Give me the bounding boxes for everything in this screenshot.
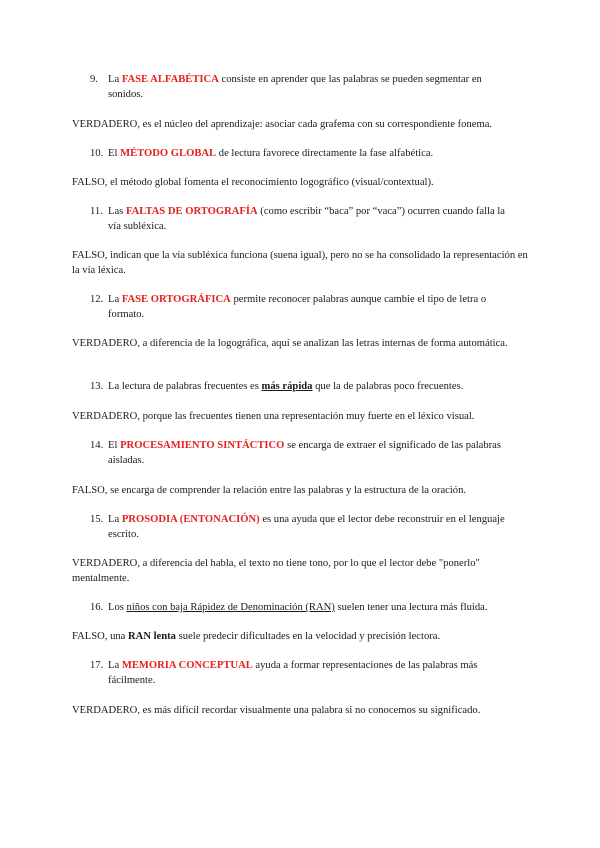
question-number: 16. bbox=[90, 602, 104, 613]
question-text: de lectura favorece directamente la fase alfabética. bbox=[216, 148, 434, 159]
question-text: La lectura de palabras frecuentes es bbox=[108, 381, 262, 392]
highlight-term: MEMORIA CONCEPTUAL bbox=[121, 660, 253, 671]
answer-17: VERDADERO, es más difícil recordar visualmente una palabra si no conocemos su significado. bbox=[72, 705, 481, 716]
question-number: 15. bbox=[90, 514, 104, 525]
question-number: 10. bbox=[90, 148, 104, 159]
question-12 bbox=[90, 292, 510, 322]
question-text: La bbox=[108, 514, 122, 525]
answer-text: suele predecir dificultades en la velocidad y precisión lectora. bbox=[175, 631, 441, 642]
question-text: La bbox=[108, 660, 122, 671]
question-number: 17. bbox=[90, 660, 104, 671]
answer-13: VERDADERO, porque las frecuentes tienen una representación muy fuerte en el léxico visual. bbox=[72, 411, 475, 422]
answer-16 bbox=[72, 629, 528, 644]
question-number: 12. bbox=[90, 294, 104, 305]
question-number: 14. bbox=[90, 440, 104, 451]
question-text: que la de palabras poco frecuentes. bbox=[312, 381, 464, 392]
question-16 bbox=[90, 600, 510, 615]
question-17 bbox=[90, 658, 510, 688]
question-number: 9. bbox=[90, 74, 98, 85]
question-10 bbox=[90, 146, 510, 161]
question-text: es una ayuda que el lector debe reconstruir en el lenguaje escrito. bbox=[108, 514, 505, 540]
question-9 bbox=[90, 72, 510, 102]
highlight-term: FALTAS DE ORTOGRAFÍA bbox=[125, 206, 258, 217]
answer-10: FALSO, el método global fomenta el reconocimiento logográfico (visual/contextual). bbox=[72, 177, 434, 188]
question-text: Las bbox=[108, 206, 126, 217]
answer-9: VERDADERO, es el núcleo del aprendizaje: asociar cada grafema con su correspondiente fonema. bbox=[72, 119, 493, 130]
emphasis-term: más rápida bbox=[261, 381, 313, 392]
question-14 bbox=[90, 438, 510, 468]
question-text: El bbox=[108, 148, 121, 159]
highlight-term: FASE ALFABÉTICA bbox=[121, 74, 219, 85]
answer-15: VERDADERO, a diferencia del habla, el texto no tiene tono, por lo que el lector debe "ponerlo" mentalmente. bbox=[72, 558, 480, 584]
question-text: El bbox=[108, 440, 121, 451]
question-text: se encarga de extraer el significado de las palabras aisladas. bbox=[108, 440, 501, 466]
highlight-term: FASE ORTOGRÁFICA bbox=[121, 294, 231, 305]
question-text: La bbox=[108, 74, 122, 85]
highlight-term: MÉTODO GLOBAL bbox=[120, 148, 217, 159]
question-11 bbox=[90, 204, 510, 234]
question-text: La bbox=[108, 294, 122, 305]
question-number: 13. bbox=[90, 381, 104, 392]
question-text: permite reconocer palabras aunque cambie el tipo de letra o formato. bbox=[108, 294, 487, 320]
question-text: suelen tener una lectura más fluida. bbox=[334, 602, 488, 613]
highlight-term: PROSODIA (ENTONACIÓN) bbox=[121, 514, 260, 525]
question-15 bbox=[90, 512, 510, 542]
underlined-term: niños con baja Rápidez de Denominación (RAN) bbox=[126, 602, 335, 613]
answer-14: FALSO, se encarga de comprender la relación entre las palabras y la estructura de la oración. bbox=[72, 485, 467, 496]
highlight-term: PROCESAMIENTO SINTÁCTICO bbox=[120, 440, 285, 451]
question-text: (como escribir “baca” por “vaca”) ocurren cuando falla la vía subléxica. bbox=[108, 206, 505, 232]
question-13 bbox=[90, 379, 510, 394]
question-text: Los bbox=[108, 602, 127, 613]
answer-12: VERDADERO, a diferencia de la logográfica, aquí se analizan las letras internas de forma automática. bbox=[72, 338, 508, 349]
answer-text: FALSO, una bbox=[72, 631, 129, 642]
question-text: ayuda a formar representaciones de las palabras más fácilmente. bbox=[108, 660, 478, 686]
question-number: 11. bbox=[90, 206, 103, 217]
bold-term: RAN lenta bbox=[128, 631, 176, 642]
answer-11: FALSO, indican que la vía subléxica funciona (suena igual), pero no se ha consolidado la representación en la vía léxica. bbox=[72, 250, 528, 276]
question-text: consiste en aprender que las palabras se pueden segmentar en sonidos. bbox=[108, 74, 482, 100]
